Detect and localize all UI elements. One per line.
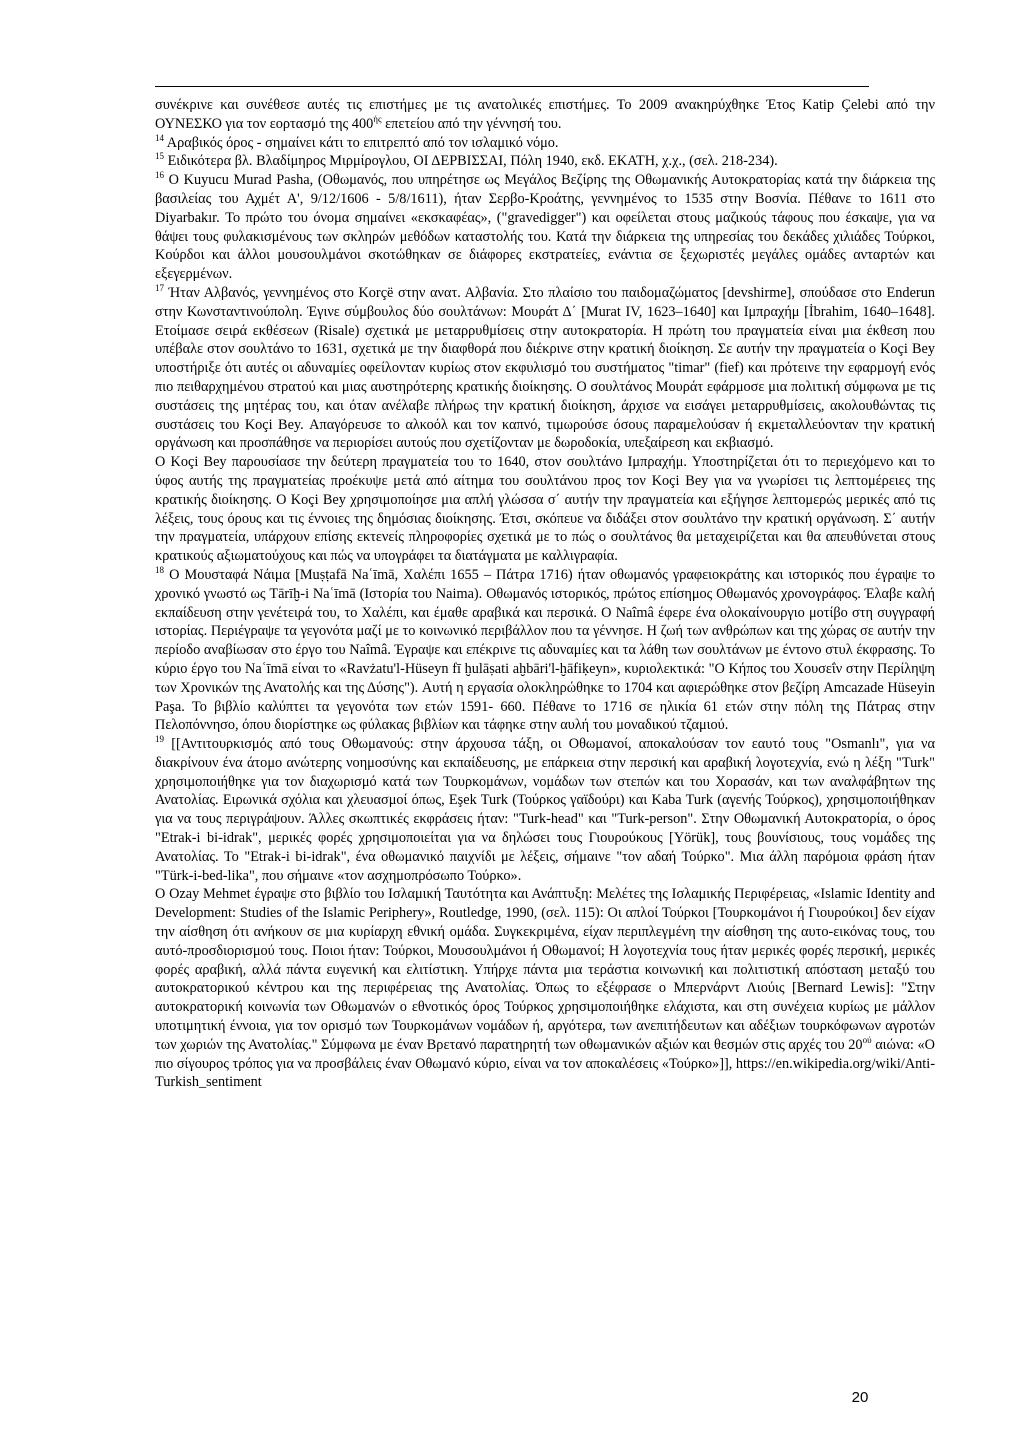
footnote-number: 18 [155, 565, 164, 576]
footnote-number: 19 [155, 734, 164, 745]
footnote-13-continued: συνέκρινε και συνέθεσε αυτές τις επιστήμες με τις ανατολικές επιστήμες. Το 2009 ανακηρύχθηκε Έτος Katip Çelebi από την ΟΥΝΕΣΚΟ για τον εορτασμό της $400^{ή\varsigma}$ επετείου από την γέννησή του. [155, 97, 935, 132]
footnote-separator [155, 86, 869, 87]
footnote-17: $^{17}$ Ήταν Αλβανός, γεννημένος στο Korçë στην ανατ. Αλβανία. Στο πλαίσιο του παιδομαζώματος [devshirme], σπούδασε στο Enderun στην Κωνσταντινούπολη. Έγινε σύμβουλος δύο σουλτάνων: Μουράτ Δ΄ [Murat IV, 1623–1640] και Ιμπραχήμ [İbrahim, 1640–1648]. Ετοίμασε σειρά εκθέσεων (Risale) σχετικά με μεταρρυθμίσεις στην αυτοκρατορία. Η πρώτη του πραγματεία είναι μια έκθεση που υπέβαλε στον σουλτάνο το 1631, σχετικά με την διαφθορά που διέκρινε στην κρατική διοίκηση. Σε αυτήν την πραγματεία ο Koçi Bey υποστήριξε ότι αυτές οι αδυναμίες οφείλονταν κυρίως στον εκφυλισμό του συστήματος "timar" (fief) και πρότεινε την εφαρμογή ενός πιο πειθαρχημένου στρατού και μιας αυστηρότερης κρατικής διοίκησης. Ο σουλτάνος Μουράτ εφάρμοσε μια πολιτική σύμφωνα με τις συστάσεις της μητέρας του, και όταν ανέλαβε πλήρως την κρατική διοίκηση, άρχισε να εισάγει μεταρρυθμίσεις, ακολουθώντας τις συστάσεις του Koçi Bey. Απαγόρευσε το αλκοόλ και τον καπνό, τιμωρούσε όσους παραμελούσαν ή εκμεταλλεύονταν την κρατική οργάνωση και προσπάθησε να περιορίσει αυτούς που σχετίζονταν με δωροδοκία, υπεξαίρεση και εκβιασμό. [155, 283, 935, 452]
footnotes-block [155, 96, 935, 1092]
footnote-number: 17 [155, 283, 164, 294]
footnote-18: $^{18}$ Ο Μουσταφά Νάιμα [Muṣṭafā Naʿīmā, Χαλέπι 1655 – Πάτρα 1716) ήταν οθωμανός γραφειοκράτης και ιστορικός που έγραψε το χρονικό γνωστό ως Tārīḫ-i Naʿīmā (Ιστορία του Naima). Οθωμανός ιστορικός, πρώτος επίσημος Οθωμανός χρονογράφος. Έλαβε καλή εκπαίδευση στην γενέτειρά του, το Χαλέπι, και έμαθε αραβικά και περσικά. Ο Naîmâ έφερε ένα ολοκαίνουργιο μοτίβο στη συγγραφή ιστορίας. Περιέγραψε τα γεγονότα μαζί με το κοινωνικό περιβάλλον που τα γέννησε. Η ζωή των ανθρώπων και της χώρας σε αυτήν την περίοδο αναβίωσαν στο έργο του Naîmâ. Έγραψε και επέκρινε τις αδυναμίες και τα λάθη των σουλτάνων με έντονο στυλ έκφρασης. Το κύριο έργο του Naʿīmā είναι το «Ravżatu'l-Hüseyn fī ḫulāṣati aḫbāri'l-ḫāfiḳeyn», κυριολεκτικά: "Ο Κήπος του Χουσεΐν στην Περίληψη των Χρονικών της Ανατολής και της Δύσης"). Αυτή η εργασία ολοκληρώθηκε το 1704 και αφιερώθηκε στον βεζίρη Amcazade Hüseyin Paşa. Το βιβλίο καλύπτει τα γεγονότα των ετών 1591- 660. Πέθανε το 1716 σε ηλικία 61 ετών στην πόλη της Πάτρας στην Πελοπόννησο, όπου διορίστηκε ως φύλακας βιβλίων και τάφηκε στην αυλή του μοναδικού τζαμιού. [155, 565, 935, 734]
page-number: 20 [851, 1389, 869, 1406]
footnote-15: $^{15}$ Ειδικότερα βλ. Βλαδίμηρος Μιρμίρογλου, ΟΙ ΔΕΡΒΙΣΣΑΙ, Πόλη 1940, εκδ. ΕΚΑΤΗ, χ.χ., (σελ. 218-234). [155, 151, 778, 170]
footnote-14: $^{14}$ Αραβικός όρος - σημαίνει κάτι το επιτρεπτό από τον ισλαμικό νόμο. [155, 132, 559, 151]
footnote-16: $^{16}$ Ο Kuyucu Murad Pasha, (Οθωμανός, που υπηρέτησε ως Μεγάλος Βεζίρης της Οθωμανικής Αυτοκρατορίας κατά την διάρκεια της βασιλείας του Αχμέτ Α', 9/12/1606 - 5/8/1611), ήταν Σερβο-Κροάτης, γεννημένος το 1535 στην Βοσνία. Πέθανε το 1611 στο Diyarbakır. Το πρώτο του όνομα σημαίνει «εκσκαφέας», ("gravedigger") και οφείλεται στους μαζικούς τάφους που έσκαψε, για να θάψει τους φυλακισμένους των σκληρών μεθόδων καταστολής του. Κατά την διάρκεια της υπηρεσίας του δεκάδες χιλιάδες Τούρκοι, Κούρδοι και άλλοι μουσουλμάνοι σκοτώθηκαν σε διάφορες εκστρατείες, ενάντια σε ξεχωριστές μεγάλες ομάδες ανταρτών και εξεγερμένων. [155, 170, 935, 283]
footnote-19-paragraph-2: Ο Ozay Mehmet έγραψε στο βιβλίο του Ισλαμική Ταυτότητα και Ανάπτυξη: Μελέτες της Ισλαμικής Περιφέρειας, «Islamic Identity and Development: Studies of the Islamic Periphery», Routledge, 1990, (σελ. 115): Οι απλοί Τούρκοι [Τουρκομάνοι ή Γιουρούκοι] δεν είχαν την αίσθηση ότι ανήκουν σε μια κυρίαρχη εθνική ομάδα. Συγκεκριμένα, είχαν περιπλεγμένη την αίσθηση της αυτο-εικόνας τους, του αυτό-προσδιορισμού τους. Ποιοι ήταν: Τούρκοι, Μουσουλμάνοι ή Οθωμανοί; Η λογοτεχνία τους ήταν μερικές φορές περσική, μερικές φορές αραβική, αλλά πάντα ευγενική και ελιτίστικη. Υπήρχε πάντα μια τεράστια κοινωνική και πολιτιστική απόσταση μεταξύ του αυτοκρατορικού κέντρου και της περιφέρειας της Ανατολίας. Όπως το εξέφρασε ο Μπερνάρντ Λιούις [Bernard Lewis]: "Στην αυτοκρατορική κοινωνία των Οθωμανών ο εθνοτικός όρος Τούρκος χρησιμοποιήθηκε ελάχιστα, και στη συνέχεια κυρίως με μάλλον υποτιμητική έννοια, για τον ορισμό των Τουρκομάνων νομάδων ή, αργότερα, των ανεπιτήδευτων και αδέξιων τουρκόφωνων αγροτών των χωριών της Ανατολίας." Σύμφωνα με έναν Βρετανό παρατηρητή των οθωμανικών αξιών και θεσμών στις αρχές του $20^{oύ}$ αιώνα: «Ο πιο σίγουρος τρόπος για να προσβάλεις έναν Οθωμανό κύριο, είναι να τον αποκαλέσεις «Τούρκο»]], https://en.wikipedia.org/wiki/Anti-Turkish_sentiment [155, 886, 935, 1091]
footnote-number: 16 [155, 170, 164, 181]
footnote-19: $^{19}$ [[Αντιτουρκισμός από τους Οθωμανούς: στην άρχουσα τάξη, οι Οθωμανοί, αποκαλούσαν τον εαυτό τους "Osmanlı", για να διακρίνουν ένα άτομο ανώτερης νοημοσύνης και εκπαίδευσης, με επάρκεια στην περσική και αραβική λογοτεχνία, ενώ η λέξη "Turk" χρησιμοποιήθηκε για τον διαχωρισμό κατά των Τουρκομάνων, νομάδων των στεπών και του Χορασάν, και των αναλφάβητων της Ανατολίας. Ειρωνικά σχόλια και χλευασμοί όπως, Eşek Turk (Τούρκος γαϊδούρι) και Kaba Turk (αγενής Τούρκος), χρησιμοποιήθηκαν για να τους περιγράψουν. Άλλες σκωπτικές εκφράσεις ήταν: "Turk-head" και "Turk-person". Στην Οθωμανική Αυτοκρατορία, ο όρος "Etrak-i bi-idrak", μερικές φορές χρησιμοποιείται για να δηλώσει τους Γιουρούκους [Yörük], τους βουνίσιους, τους νομάδες της Ανατολίας. Το "Etrak-i bi-idrak", ένα οθωμανικό παιχνίδι με λέξεις, σήμαινε "τον αδαή Τούρκο". Μια άλλη παρόμοια φράση ήταν "Türk-i-bed-lika", που σήμαινε «τον ασχημοπρόσωπο Τούρκο». [155, 734, 935, 884]
footnote-number: 14 [155, 132, 164, 143]
footnote-number: 15 [155, 151, 164, 162]
footnote-17-paragraph-2: Ο Koçi Bey παρουσίασε την δεύτερη πραγματεία του το 1640, στον σουλτάνο Ιμπραχήμ. Υποστηρίζεται ότι το περιεχόμενο και το ύφος αυτής της πραγματείας προέκυψε μετά από αίτημα του σουλτάνου προς τον Koçi Bey για να γνωρίσει τις λεπτομέρειες της κρατικής διοίκησης. Ο Koçi Bey χρησιμοποίησε μια απλή γλώσσα σ΄ αυτήν την πραγματεία και εξήγησε λεπτομερώς μερικές από τις λέξεις, τους όρους και τις έννοιες της δημόσιας διοίκησης. Έτσι, σκόπευε να διδάξει στον σουλτάνο την κρατική οργάνωση. Σ΄ αυτήν την πραγματεία, υπάρχουν επίσης εκτενείς πληροφορίες σχετικά με το πώς ο σουλτάνος θα μεταχειρίζεται και θα απευθύνεται στους κρατικούς αξιωματούχους και πώς να υπογράφει τα διατάγματα με καλλιγραφία. [155, 454, 935, 565]
